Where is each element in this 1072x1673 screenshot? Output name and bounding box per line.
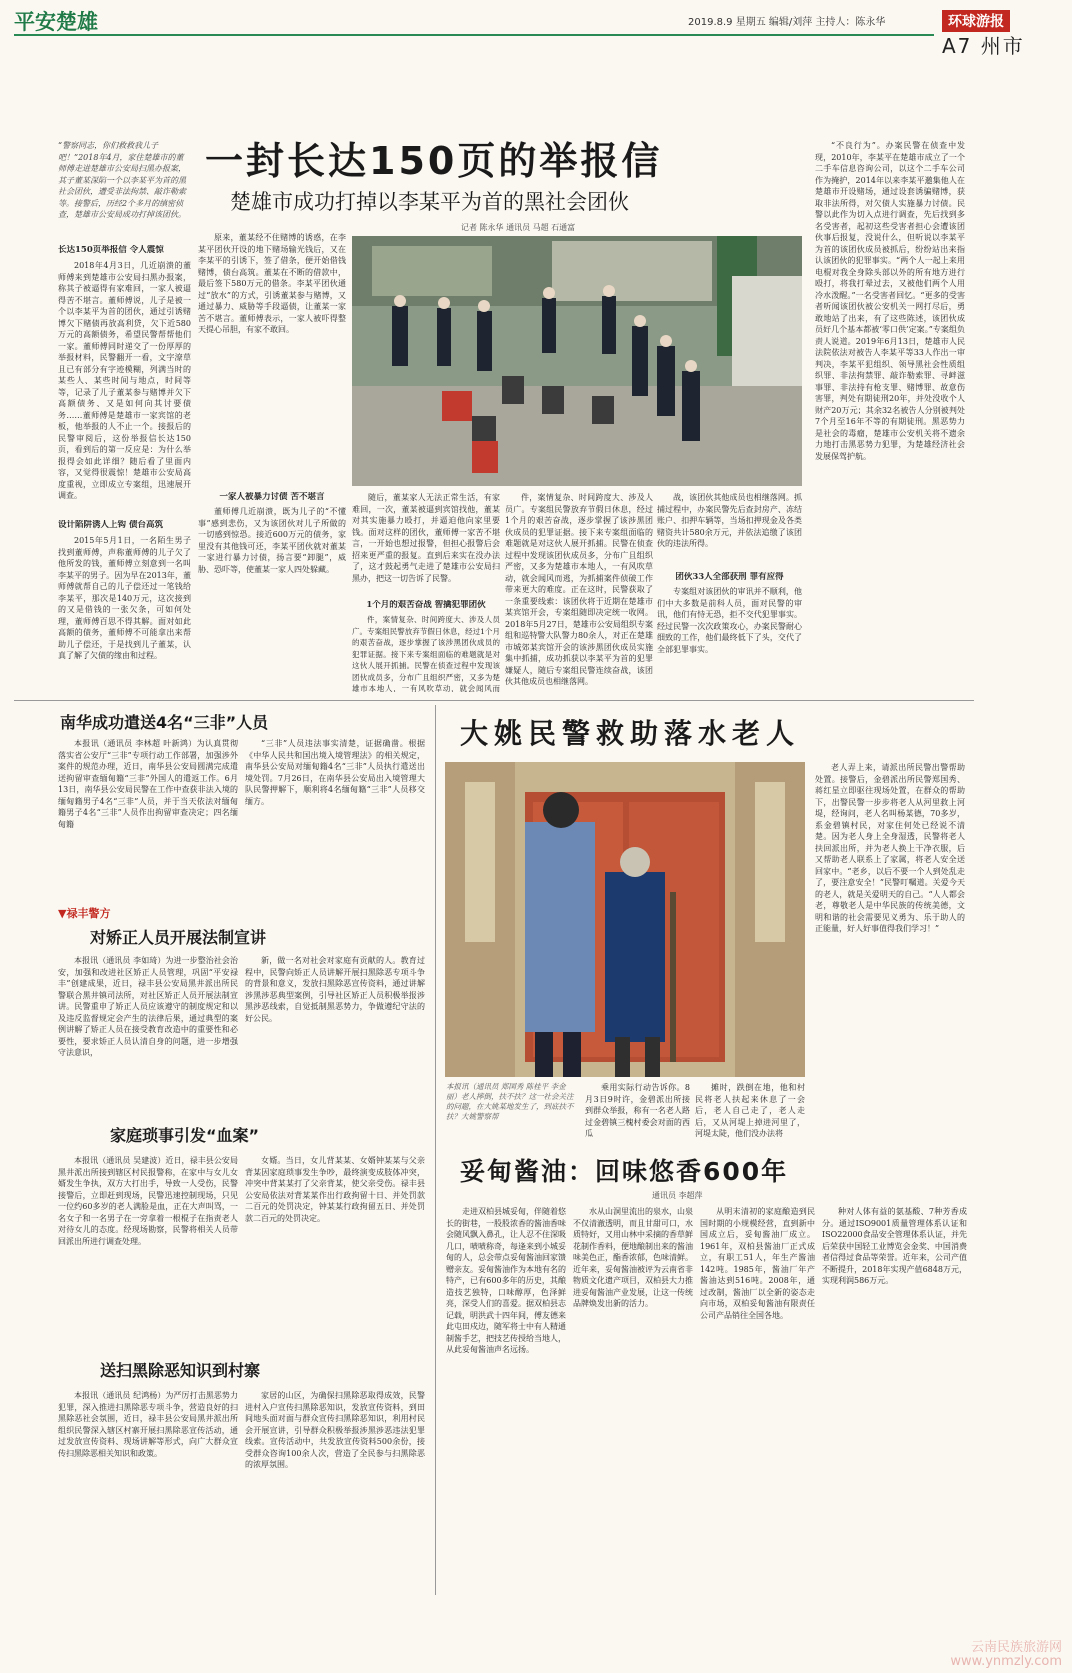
article-col-3b: 董师傅几近崩溃，既为儿子的“不懂事”感到悲伤，又为该团伙对儿子所做的一切感到惊恐。接近600万元的债务，家里没有其他钱可还，李某平团伙就对董某一家进行暴力讨债，扬言要“卸腿”，威胁、恐吓等，使董某一家人四处躲藏。 [198, 507, 346, 574]
soy-col-2: 水从山洞里流出的泉水，山泉不仅清澈透明，而且甘甜可口，水质特好，又用山林中采摘的香草鲜花制作香料，便地酿制出来的酱油味美色正，酯香浓郁，色味清鲜。近年来，妥甸酱油被评为云南省非物质文化遗产项目，双柏县大力推进妥甸酱油产业发展，让这一传统品牌焕发出新的活力。 [573, 1207, 693, 1308]
village-title: 送扫黑除恶知识到村寨 [100, 1361, 261, 1380]
dayao-caption: 本报讯（通讯员 郑国秀 陈桂平 李金丽）老人摔倒，扶不扶？这一社会关注的问题，在大姚某地发生了，到底扶不扶？大姚警察帮 [446, 1082, 574, 1121]
subhead-5: 团伙33人全部获刑 罪有应得 [675, 572, 784, 582]
lufeng-title: 对矫正人员开展法制宣讲 [90, 928, 267, 947]
article-col-3: 原来，董某经不住赌博的诱惑，在李某平团伙开设的地下赌场输光钱后，又在李某平的引诱下，签了借条，便开始借钱赌博，债台高筑。董某在不断的借款中，最后签下580万元的借条。李某平团伙通过“放水”的方式，引诱董某参与赌博，又通过暴力、威胁等手段逼债，让董某一家苦不堪言。董师傅表示，一家人被吓得整天提心吊胆，有家不敢回。 [198, 233, 346, 334]
subhead-1: 长达150页举报信 令人震惊 [58, 245, 164, 255]
lufeng-col-2: 新，做一名对社会对家庭有贡献的人。教育过程中，民警向矫正人员讲解开展扫黑除恶专项斗争的背景和意义，发放扫黑除恶宣传资料，通过讲解涉黑涉恶典型案例，引导社区矫正人员积极举报涉黑涉恶线索，自觉抵制黑恶势力，争做遵纪守法的好公民。 [245, 956, 425, 1023]
article-col-7: “不良行为”。办案民警在侦查中发现，2010年，李某平在楚雄市成立了一个二手车信息咨询公司，以这个二手车公司作为掩护，2014年以来李某平邀集他人在楚雄市开设赌场，通过设套诱骗赌博，获取非法所得，对欠债人实施暴力讨债。民警以此作为切入点进行调查，先后找到多名受害者，起初这些受害者担心会遭该团伙事后报复，没说什么，但听说以李某平为首的该团伙成员被抓后，纷纷站出来指认该团伙的犯罪事实。“两个人一起上来用电棍对我全身除头部以外的所有地方进行殴打，将我打晕过去，又被他们两个人用冷水泼醒。”一名受害者回忆。“更多的受害者听闻该团伙被公安机关一网打尽后，勇敢地站了出来，有了这些陈述，该团伙成员好几个基本都被‘零口供’定案。”专案组负责人说道。2019年6月13日，楚雄市人民法院依法对被告人李某平等33人作出一审判决，李某平犯组织、领导黑社会性质组织罪、非法拘禁罪、敲诈勒索罪、寻衅滋事罪、非法持有枪支罪、赌博罪、故意伤害罪，判处有期徒刑20年，并处没收个人财产20万元；其余32名被告人分别被判处7个月至16年不等的有期徒刑。黑恶势力是社会的毒瘤，楚雄市公安机关将不遗余力地打击黑恶势力犯罪，为楚雄经济社会发展保驾护航。 [815, 141, 965, 461]
page-number: A7 州市 [942, 34, 1025, 58]
subheadline: 楚雄市成功打掉以李某平为首的黑社会团伙 [230, 190, 629, 214]
watermark-line-1: 云南民族旅游网 [970, 1640, 1062, 1655]
article-col-1: 2018年4月3日，几近崩溃的董师傅来到楚雄市公安局扫黑办报案，称其子被逼得有家难回，一家人被逼得苦不堪言。董师傅说，儿子是被一个以李某平为首的团伙，通过引诱赌博欠下赌债再放高利贷，欠下近580万元的高额债务，希望民警帮帮他们一家。董师傅同时递交了一份厚厚的举报材料，民警翻开一看，文字潦草且已有部分有字迹模糊，列满当时的某些人、某些时间与地点，时间等等，记录了儿子董某参与赌博并欠下高额债务、又是如何向其讨要债务……董师傅是楚雄市一家宾馆的老板，他举报的人不止一个。接报后的民警审阅后，这份举报信长达150页，看到后的第一反应是：为什么举报得会如此详细？随后看了里面内容，又觉得很震惊！楚雄市公安局高度重视，立即成立专案组，迅速展开调查。 [58, 261, 191, 500]
section-title: 平安楚雄 [14, 10, 98, 34]
dayao-col-3: 摊时，跌倒在地，他和村民将老人扶起来休息了一会后，老人自己走了，老人走后，又从河堤上掉进河里了，河堤太陡，他们没办法将 [695, 1083, 805, 1138]
nanhua-col-1: 本报讯（通讯员 李林超 叶新鸿）为认真贯彻落实省公安厅“三非”专项行动工作部署，加强涉外案件的规范办理，近日，南华县公安局圆满完成遣送拘留审查缅甸籍“三非”外国人的遣返工作。6月13日，南华县公安局民警在工作中查获非法入境的缅甸籍男子4名“三非”人员，并于当天依法对缅甸籍男子4名“三非”人员作出拘留审查决定；四名缅甸籍 [58, 739, 238, 829]
lufeng-col-1: 本报讯（通讯员 李如琦）为进一步整治社会治安，加强和改进社区矫正人员管理，巩固“平安禄丰”创建成果，近日，禄丰县公安局黑井派出所民警联合黑井镇司法所，对社区矫正人员开展法制宣讲。民警重申了矫正人员应该遵守的制度规定和以及违反监督规定会产生的法律后果，通过典型的案例讲解了矫正人员在接受教育改造中的重要性和必要性，要求矫正人员认清自身的问题，进一步增强守法意识， [58, 956, 238, 1057]
family-title: 家庭琐事引发“血案” [110, 1126, 260, 1145]
lufeng-tag: ▼禄丰警方 [58, 907, 111, 920]
header-rule [14, 34, 934, 36]
nanhua-col-2: “三非”人员违法事实清楚，证据确凿。根据《中华人民共和国出境入境管理法》的相关规定，南华县公安局对缅甸籍4名“三非”人员执行遣送出境处罚。7月26日，在南华县公安局出入境管理大队民警押解下，顺利将4名缅甸籍“三非”人员移交缅方。 [245, 739, 425, 806]
subhead-4: 1个月的艰苦奋战 智擒犯罪团伙 [366, 600, 486, 610]
section-divider [14, 700, 974, 701]
soy-title: 妥甸酱油：回味悠香600年 [460, 1157, 789, 1186]
lead-intro: “警察同志，你们救救我儿子吧！”2018年4月，家住楚雄市的董师傅走进楚雄市公安局扫黑办报案，其子董某深陷一个以李某平为首的黑社会团伙，遭受非法拘禁、敲诈勒索等。接警后，历经2个多月的缜密侦查，楚雄市公安局成功打掉该团伙。 [58, 141, 186, 219]
byline: 记者 陈永华 通讯员 马超 石通富 [461, 223, 576, 232]
subhead-3: 一家人被暴力讨债 苦不堪言 [219, 492, 325, 502]
watermark [950, 1641, 1062, 1669]
family-col-1: 本报讯（通讯员 吴建波）近日，禄丰县公安局黑井派出所接到辖区村民报警称，在家中与女儿女婿发生争执，双方大打出手，导致一人受伤，民警接警后，立即赶到现场，民警迅速控制现场，只见一位约60多岁的老人满脸是血，正在大声叫骂，一名女子和一名男子在一旁拿着一根棍子在指责老人对待女儿的态度。经现场勘察，民警将相关人员带回派出所进行调查处理。 [58, 1156, 238, 1246]
soy-col-3: 从明末清初的家庭酿造到民国时期的小规模经营，直到新中国成立后，妥甸酱油厂成立。1961年，双柏县酱油厂正式成立，有职工51人，年生产酱油142吨。1985年，酱油厂年产酱油达到516吨。2008年，通过改制，酱油厂以全新的姿态走向市场，双柏妥甸酱油有限责任公司产品销往全国各地。 [700, 1207, 815, 1320]
article-col-4: 随后，董某家人无法正常生活，有家难回，一次，董某被逼到宾馆找他，董某对其实施暴力殴打，并逼迫他向家里要钱。面对这样的团伙，董师傅一家苦不堪言，一开始也想过报警，但担心报警后会招来更严重的报复。直到后来实在没办法了，这才鼓起勇气走进了楚雄市公安局扫黑办，把这一切告诉了民警。 [352, 493, 500, 583]
article-col-2: 2015年5月1日，一名陌生男子找到董师傅，声称董师傅的儿子欠了他所发的钱，董师傅立刻意到一名叫李某平的男子。因为早在2013年，董师傅就帮自己的儿子偿还过一笔钱给李某平，那次是140万元，这次接到的又是借钱的一张欠条，可如何处理，董师傅百思不得其解。面对如此高额的债务，董师傅不可能拿出来帮助儿子偿还，于是找到儿子董某，认真了解了欠债的缘由和过程。 [58, 536, 191, 660]
soy-col-4: 种对人体有益的氨基酸、7种芳香成分。通过ISO9001质量管理体系认证和ISO22000食品安全管理体系认证，并先后荣获中国轻工业博览会金奖、中国消费者信得过食品等荣誉。近年来，公司产值不断提升，2018年实现产值6848万元，实现利润586万元。 [822, 1207, 967, 1285]
dayao-col-4: 老人弄上来，请派出所民警出警帮助处置。接警后，金碧派出所民警郑国秀、蒋红星立即驱往现场处置，在群众的帮助下，出警民警一步步将老人从河里救上河堤，经询问，老人名叫杨某德，70多岁，系金碧镇村民，对家住何处已经说不清楚。因为老人身上全身湿透，民警将老人扶回派出所，并为老人换上干净衣服，后又帮助老人联系上了家属，将老人安全送回家中。“老乡，以后不要一个人到处乱走了，要注意安全！”民警叮嘱道。关爱今天的老人，就是关爱明天的自己。“人人都会老，尊敬老人是中华民族的传统美德，文明和谐的社会需要见义勇为、乐于助人的正能量，好人好事值得我们学习！” [815, 763, 965, 933]
article-col-5: 件，案情复杂、时间跨度大、涉及人员广。专案组民警放弃节假日休息，经过1个月的艰苦奋战，逐步掌握了该涉黑团伙成员的犯罪证据。接下来专案组面临的难题就是对这伙人展开抓捕。民警在侦查过程中发现该团伙成员多，分布广且组织严密，又多为楚雄市本地人，一有风吹草动，就会闻风而逃，为抓捕案件侦破工作带来更大的难度。正在这时，民警获取了一条重要线索：该团伙将于近期在楚雄市某宾馆开会，专案组随即决定统一收网。2018年5月27日，楚雄市公安局组织专案组和巡特警大队警力80余人，对正在楚雄市城郊某宾馆开会的该涉黑团伙成员实施集中抓捕，成功抓获以李某平为首的犯罪嫌疑人，随后专案组民警连续奋战，该团伙其他成员也相继落网。 [505, 493, 653, 686]
soy-byline: 通讯员 李超萍 [652, 1191, 703, 1200]
family-col-2: 女婿。当日，女儿背某某、女婿钟某某与父亲背某因家庭琐事发生争吵，最终演变成肢体冲突，冲突中背某某打了父亲背某，使父亲受伤。禄丰县公安局依法对背某某作出行政拘留十日、并处罚款二百元的处罚决定，钟某某行政拘留五日、并处罚款二百元的处罚决定。 [245, 1156, 425, 1223]
article-col-6b: 专案组对该团伙的审讯并不顺利，他们中大多数是前科人员，面对民警的审讯，他们有恃无恐，拒不交代犯罪事实。经过民警一次次政策攻心，办案民警耐心细致的工作，他们最终低下了头，交代了全部犯罪事实。 [657, 587, 802, 654]
lead-photo [352, 236, 802, 486]
dayao-photo [445, 762, 805, 1077]
article-col-4b: 件，案情复杂、时间跨度大、涉及人员广。专案组民警放弃节假日休息，经过1个月的艰苦奋战，逐步掌握了该涉黑团伙成员的犯罪证据。接下来专案组面临的难题就是对这伙人展开抓捕。民警在侦查过程中发现该团伙成员多，分布广且组织严密，又多为楚雄市本地人，一有风吹草动，就会闻风而 [352, 615, 500, 692]
dayao-title: 大姚民警救助落水老人 [460, 717, 801, 750]
dayao-col-2: 乘用实际行动告诉你。8月3日9时许，金碧派出所接到群众举报，称有一名老人路过金碧镇三槐村委会对面的西瓜 [585, 1083, 690, 1138]
watermark-line-2: www.ynmzly.com [950, 1654, 1062, 1669]
subhead-2: 设计陷阱诱人上钩 债台高筑 [58, 520, 163, 530]
article-col-6: 战，该团伙其他成员也相继落网。抓捕过程中，办案民警先后查封房产、冻结账户、扣押车辆等，当场扣押现金及各类赌资共计580余万元，并依法追缴了该团伙的违法所得。 [657, 493, 802, 548]
nanhua-title: 南华成功遣送4名“三非”人员 [60, 713, 269, 732]
column-divider [435, 705, 436, 1595]
soy-col-1: 走进双柏县城妥甸，伴随着悠长的街巷，一股股浓香的酱油香味会随风飘入鼻孔，让人忍不住深吸几口，啧啧称奇，每逢来到小城妥甸的人，总会带点妥甸酱油回家馈赠亲友。妥甸酱油作为本地有名的特产，已有600多年的历史，其酿造技艺独特，口味醇厚，色泽鲜亮，深受人们的喜爱。据双柏县志记载，明洪武十四年间，傅友德来此屯田戍边，随军将士中有人精通制酱手艺，把技艺传授给当地人，从此妥甸酱油声名远扬。 [446, 1207, 566, 1354]
village-col-2: 家居的山区，为确保扫黑除恶取得成效，民警进村入户宣传扫黑除恶知识，发放宣传资料，到田间地头面对面与群众宣传扫黑除恶知识，利用村民会开展宣讲，引导群众积极举报涉黑涉恶违法犯罪线索。宣传活动中，共发放宣传资料500余份，接受群众咨询100余人次，营造了全民参与扫黑除恶的浓厚氛围。 [245, 1391, 425, 1469]
date-line: 2019.8.9 星期五 编辑/刘萍 主持人：陈永华 [688, 17, 886, 28]
brand-badge: 环球游报 [942, 10, 1010, 32]
headline: 一封长达150页的举报信 [205, 139, 663, 183]
village-col-1: 本报讯（通讯员 纪鸿杨）为严厉打击黑恶势力犯罪，深入推进扫黑除恶专项斗争，营造良好的扫黑除恶社会氛围，近日，禄丰县公安局黑井派出所组织民警深入辖区村寨开展扫黑除恶宣传活动，通过发放宣传资料、现场讲解等形式，向广大群众宣传扫黑除恶相关知识和政策。 [58, 1391, 238, 1458]
